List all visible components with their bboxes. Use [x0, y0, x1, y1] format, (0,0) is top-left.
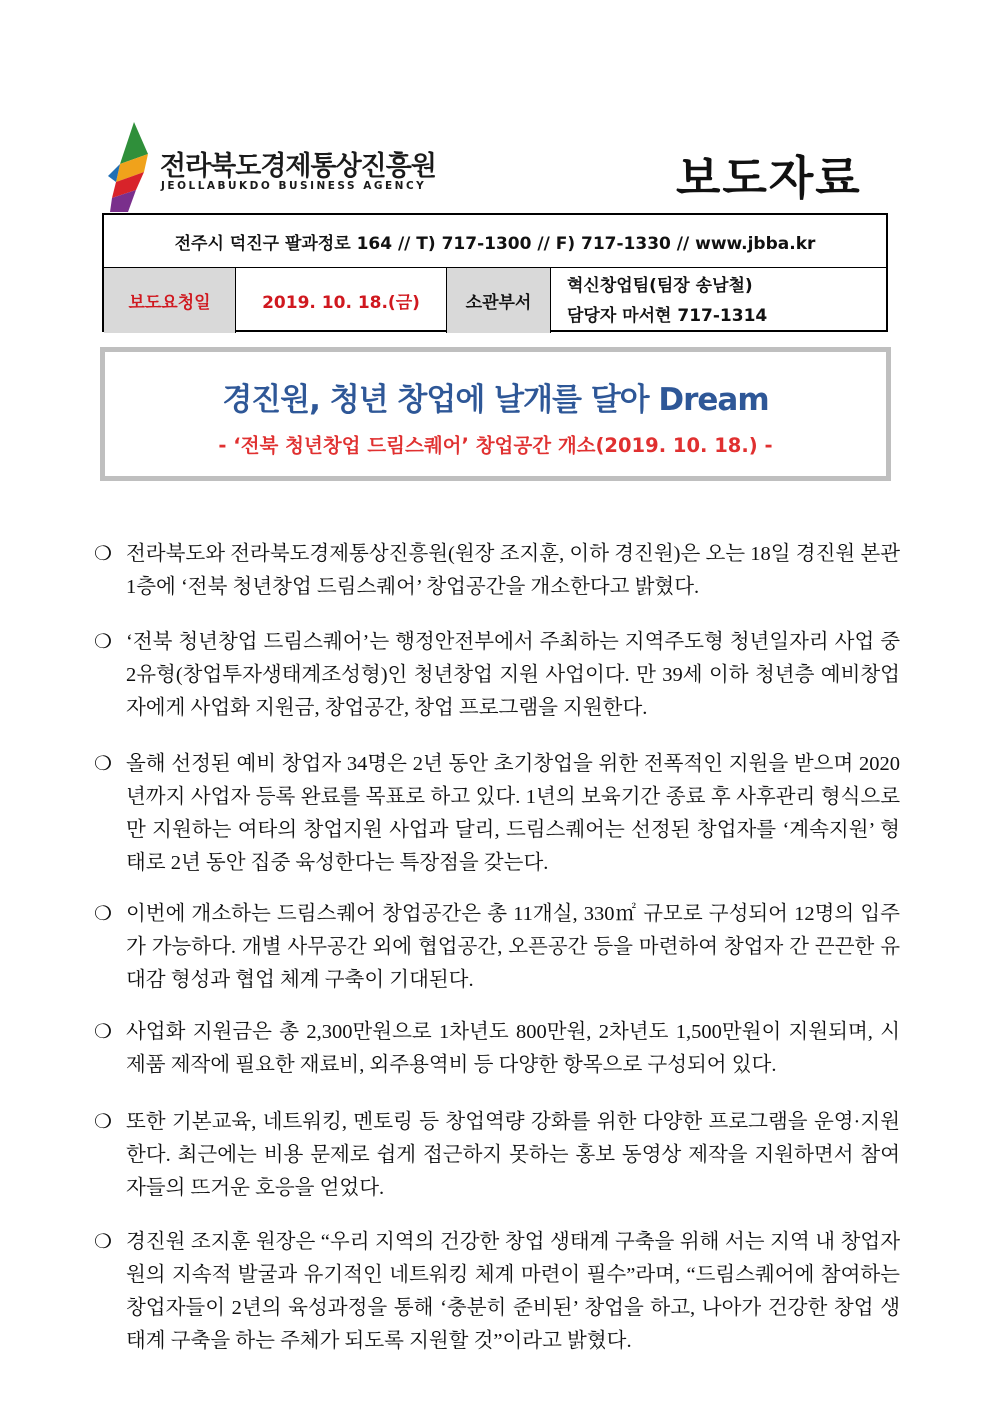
paragraph [94, 1016, 900, 1082]
paragraph [94, 748, 900, 880]
paragraph-text: 경진원 조지훈 원장은 “우리 지역의 건강한 창업 생태계 구축을 위해 서는 지역 내 창업자원의 지속적 발굴과 유기적인 네트워킹 체계 마련이 필수”라며, “드림스퀘어에 참여하는 창업자들이 2년의 육성과정을 통해 ‘충분히 준비된’ 창업을 하고, 나아가 건강한 창업 생태계 구축을 하는 주체가 되도록 지원할 것”이라고 밝혔다. [126, 1231, 900, 1352]
paragraph-text: 이번에 개소하는 드림스퀘어 창업공간은 총 11개실, 330㎡ 규모로 구성되어 12명의 입주가 가능하다. 개별 사무공간 외에 협업공간, 오픈공간 등을 마련하여 창업자 간 끈끈한 유대감 형성과 협업 체계 구축이 기대된다. [126, 903, 900, 991]
paragraph-text: 사업화 지원금은 총 2,300만원으로 1차년도 800만원, 2차년도 1,500만원이 지원되며, 시제품 제작에 필요한 재료비, 외주용역비 등 다양한 항목으로 구성되어 있다. [126, 1021, 900, 1076]
bullet-icon: ❍ [94, 753, 112, 775]
request-date-label: 보도요청일 [104, 268, 236, 333]
contact-person: 담당자 마서현 717-1314 [567, 305, 768, 326]
bullet-icon: ❍ [94, 1231, 112, 1253]
agency-name-ko: 전라북도경제통상진흥원 [160, 151, 436, 182]
contact-line: 전주시 덕진구 팔과정로 164 // T) 717-1300 // F) 717-1330 // www.jbba.kr [104, 215, 886, 268]
department-cell [551, 268, 886, 333]
agency-logo [108, 120, 436, 215]
paragraph [94, 626, 900, 725]
paragraph [94, 1106, 900, 1205]
bullet-icon: ❍ [94, 631, 112, 653]
info-table [102, 213, 888, 332]
bullet-icon: ❍ [94, 1111, 112, 1133]
department: 혁신창업팀(팀장 송남철) [567, 275, 753, 296]
request-date: 2019. 10. 18.(금) [236, 268, 447, 333]
paragraph-text: 또한 기본교육, 네트워킹, 멘토링 등 창업역량 강화를 위한 다양한 프로그램을 운영·지원한다. 최근에는 비용 문제로 쉽게 접근하지 못하는 홍보 동영상 제작을 지원하면서 참여자들의 뜨거운 호응을 얻었다. [126, 1111, 900, 1199]
bullet-icon: ❍ [94, 903, 112, 925]
agency-name-en: JEOLLABUKDO BUSINESS AGENCY [161, 180, 427, 192]
headline: 경진원, 청년 창업에 날개를 달아 Dream [222, 382, 769, 418]
paragraph [94, 1226, 900, 1358]
paragraph-text: 올해 선정된 예비 창업자 34명은 2년 동안 초기창업을 위한 전폭적인 지원을 받으며 2020년까지 사업자 등록 완료를 목표로 하고 있다. 1년의 보육기간 종료 후 사후관리 형식으로만 지원하는 여타의 창업지원 사업과 달리, 드림스퀘어는 선정된 창업자를 ‘계속지원’ 형태로 2년 동안 집중 육성한다는 특장점을 갖는다. [126, 753, 900, 874]
paragraph [94, 538, 900, 604]
agency-logo-icon [108, 120, 156, 215]
paragraph [94, 898, 900, 997]
bullet-icon: ❍ [94, 543, 112, 565]
bullet-icon: ❍ [94, 1021, 112, 1043]
paragraph-text: 전라북도와 전라북도경제통상진흥원(원장 조지훈, 이하 경진원)은 오는 18일 경진원 본관 1층에 ‘전북 청년창업 드림스퀘어’ 창업공간을 개소한다고 밝혔다. [126, 543, 900, 598]
doc-type-title: 보도자료 [676, 151, 862, 205]
department-label: 소관부서 [447, 268, 551, 333]
subheadline: - ‘전북 청년창업 드림스퀘어’ 창업공간 개소(2019. 10. 18.) - [218, 434, 773, 457]
info-row [104, 268, 886, 333]
paragraph-text: ‘전북 청년창업 드림스퀘어’는 행정안전부에서 주최하는 지역주도형 청년일자리 사업 중 2유형(창업투자생태계조성형)인 청년창업 지원 사업이다. 만 39세 이하 청년층 예비창업자에게 사업화 지원금, 창업공간, 창업 프로그램을 지원한다. [126, 631, 900, 719]
headline-box [100, 347, 891, 481]
